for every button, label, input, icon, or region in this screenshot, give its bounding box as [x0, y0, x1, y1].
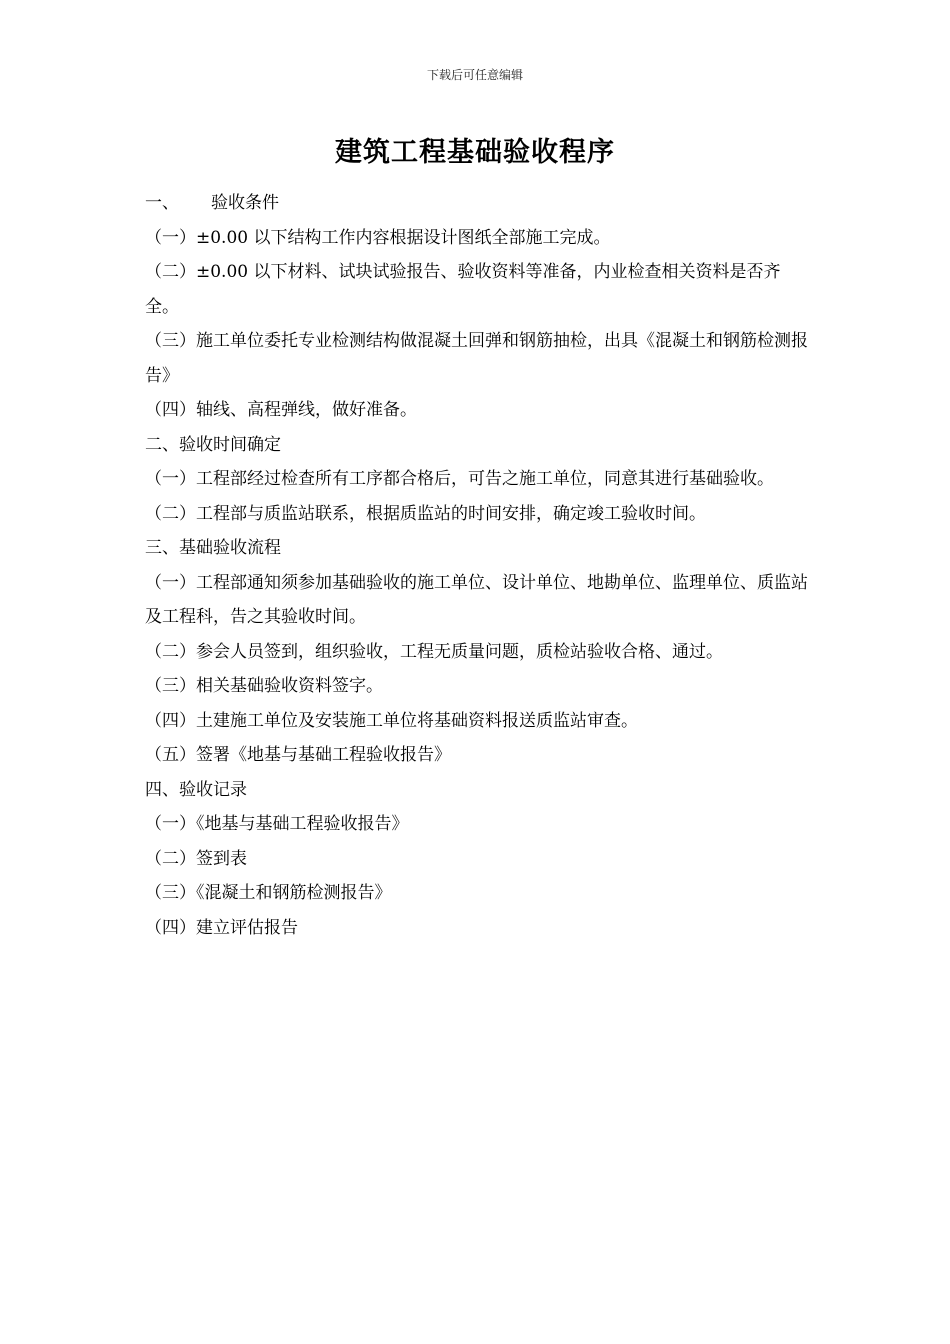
paragraph: （二）参会人员签到，组织验收，工程无质量问题，质检站验收合格、通过。: [145, 641, 723, 662]
section-heading-1: [145, 186, 810, 221]
paragraph: （三）相关基础验收资料签字。: [145, 676, 383, 696]
list-item: （一）《地基与基础工程验收报告》: [145, 814, 409, 834]
header-note: 下载后可任意编辑: [426, 68, 523, 82]
list-item: （二）签到表: [145, 848, 247, 869]
paragraph: （二）±0.00 以下材料、试块试验报告、验收资料等准备，内业检查相关资料是否齐全。: [145, 262, 781, 317]
document-body: [145, 186, 810, 945]
section-heading-number: 一、: [145, 193, 179, 213]
paragraph: （四）轴线、高程弹线，做好准备。: [145, 400, 417, 420]
paragraph: （一）工程部通知须参加基础验收的施工单位、设计单位、地勘单位、监理单位、质监站及工程科，告之其验收时间。: [145, 572, 808, 627]
paragraph: （四）土建施工单位及安装施工单位将基础资料报送质监站审查。: [145, 710, 638, 731]
paragraph: （一）工程部经过检查所有工序都合格后，可告之施工单位，同意其进行基础验收。: [145, 469, 774, 489]
paragraph: （一）±0.00 以下结构工作内容根据设计图纸全部施工完成。: [145, 227, 611, 248]
section-heading-text: 验收条件: [211, 193, 279, 213]
paragraph: （二）工程部与质监站联系，根据质监站的时间安排，确定竣工验收时间。: [145, 503, 706, 524]
paragraph: （五）签署《地基与基础工程验收报告》: [145, 745, 451, 765]
section-heading-3: 三、基础验收流程: [145, 538, 281, 558]
section-heading-4: 四、验收记录: [145, 779, 247, 800]
list-item: （三）《混凝土和钢筋检测报告》: [145, 883, 392, 903]
list-item: （四）建立评估报告: [145, 917, 298, 938]
section-heading-2: 二、验收时间确定: [145, 434, 281, 455]
document-title: 建筑工程基础验收程序: [335, 137, 615, 168]
paragraph: （三）施工单位委托专业检测结构做混凝土回弹和钢筋抽检，出具《混凝土和钢筋检测报告》: [145, 331, 808, 386]
